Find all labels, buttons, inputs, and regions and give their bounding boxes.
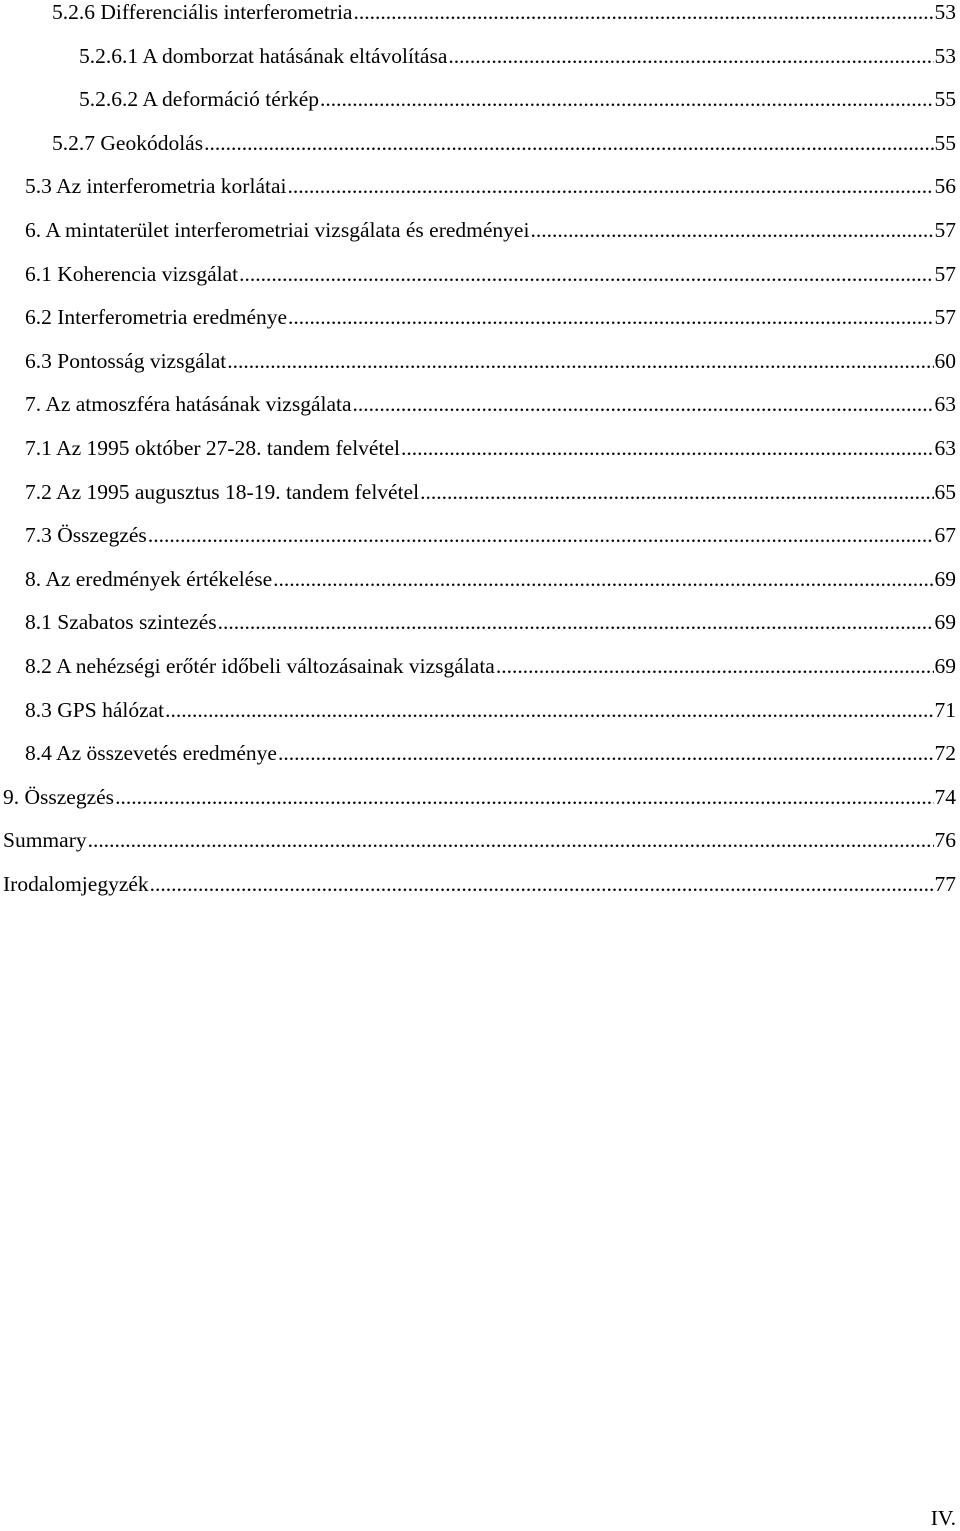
toc-entry-title: Summary — [3, 828, 87, 853]
toc-entry-title: 6.3 Pontosság vizsgálat — [25, 348, 227, 373]
toc-entry[interactable] — [0, 165, 956, 209]
toc-entry[interactable] — [0, 776, 956, 820]
toc-entry[interactable] — [0, 209, 956, 253]
toc-entry-page: 63 — [934, 392, 956, 417]
toc-dot-leader — [204, 122, 933, 166]
toc-dot-leader — [401, 427, 934, 471]
toc-dot-leader — [150, 863, 934, 907]
toc-dot-leader — [530, 209, 933, 253]
toc-entry-page: 77 — [934, 871, 956, 896]
toc-entry-title: 6.2 Interferometria eredménye — [25, 305, 288, 330]
toc-entry-page: 74 — [934, 784, 956, 809]
toc-entry[interactable] — [0, 558, 956, 602]
toc-entry[interactable] — [0, 253, 956, 297]
toc-dot-leader — [273, 558, 933, 602]
toc-entry-title: 8. Az eredmények értékelése — [25, 566, 273, 591]
toc-entry-title: 5.3 Az interferometria korlátai — [25, 174, 287, 199]
toc-entry-title: 6. A mintaterület interferometriai vizsgálata és eredményei — [25, 217, 530, 242]
toc-dot-leader — [278, 732, 934, 776]
toc-dot-leader — [218, 601, 934, 645]
toc-dot-leader — [420, 471, 933, 515]
toc-entry-title: 5.2.6 Differenciális interferometria — [52, 0, 353, 24]
toc-entry-title: 8.4 Az összevetés eredménye — [25, 741, 277, 766]
toc-entry-page: 57 — [934, 217, 956, 242]
toc-dot-leader — [288, 296, 933, 340]
toc-entry[interactable] — [0, 383, 956, 427]
toc-entry-page: 57 — [934, 261, 956, 286]
toc-entry-page: 53 — [934, 0, 956, 24]
toc-entry[interactable] — [0, 122, 956, 166]
toc-entry[interactable] — [0, 78, 956, 122]
toc-entry[interactable] — [0, 645, 956, 689]
toc-entry-page: 72 — [934, 741, 956, 766]
toc-entry[interactable] — [0, 863, 956, 907]
toc-entry-title: Irodalomjegyzék — [3, 871, 149, 896]
toc-entry-title: 7.2 Az 1995 augusztus 18-19. tandem felvétel — [25, 479, 420, 504]
toc-entry[interactable] — [0, 471, 956, 515]
toc-entry-page: 69 — [934, 566, 956, 591]
toc-entry[interactable] — [0, 340, 956, 384]
toc-entry-title: 6.1 Koherencia vizsgálat — [25, 261, 239, 286]
toc-dot-leader — [353, 0, 933, 35]
toc-entry-title: 8.1 Szabatos szintezés — [25, 610, 217, 635]
toc-entry[interactable] — [0, 514, 956, 558]
toc-entry-page: 55 — [934, 87, 956, 112]
toc-entry-page: 63 — [934, 435, 956, 460]
toc-entry[interactable] — [0, 427, 956, 471]
toc-entry-page: 69 — [934, 653, 956, 678]
toc-entry-title: 8.3 GPS hálózat — [25, 697, 165, 722]
toc-entry-title: 5.2.7 Geokódolás — [52, 130, 204, 155]
toc-entry-page: 55 — [934, 130, 956, 155]
toc-dot-leader — [448, 35, 933, 79]
toc-entry[interactable] — [0, 35, 956, 79]
toc-entry[interactable] — [0, 689, 956, 733]
toc-dot-leader — [353, 383, 934, 427]
toc-entry-page: 57 — [934, 305, 956, 330]
toc-entry[interactable] — [0, 0, 956, 35]
toc-entry[interactable] — [0, 601, 956, 645]
toc-entry-page: 76 — [934, 828, 956, 853]
toc-entry[interactable] — [0, 819, 956, 863]
toc-entry[interactable] — [0, 732, 956, 776]
toc-entry-title: 7.1 Az 1995 október 27-28. tandem felvétel — [25, 435, 400, 460]
toc-entry-title: 9. Összegzés — [3, 784, 115, 809]
toc-dot-leader — [287, 165, 933, 209]
toc-entry-page: 67 — [934, 523, 956, 548]
toc-dot-leader — [148, 514, 934, 558]
toc-dot-leader — [227, 340, 933, 384]
toc-entry-page: 53 — [934, 43, 956, 68]
toc-entry-page: 65 — [934, 479, 956, 504]
toc-dot-leader — [88, 819, 934, 863]
toc-dot-leader — [320, 78, 933, 122]
toc-entry-title: 8.2 A nehézségi erőtér időbeli változásainak vizsgálata — [25, 653, 495, 678]
toc-entry-page: 69 — [934, 610, 956, 635]
toc-dot-leader — [496, 645, 934, 689]
toc-entry-page: 60 — [934, 348, 956, 373]
toc-dot-leader — [165, 689, 933, 733]
toc-dot-leader — [115, 776, 933, 820]
toc-entry-title: 7.3 Összegzés — [25, 523, 147, 548]
toc-entry-page: 71 — [934, 697, 956, 722]
toc-entry-title: 7. Az atmoszféra hatásának vizsgálata — [25, 392, 352, 417]
page-number: IV. — [930, 1506, 956, 1530]
toc-entry-page: 56 — [934, 174, 956, 199]
toc-dot-leader — [239, 253, 933, 297]
toc-entry-title: 5.2.6.1 A domborzat hatásának eltávolítása — [79, 43, 448, 68]
toc-entry[interactable] — [0, 296, 956, 340]
toc-entry-title: 5.2.6.2 A deformáció térkép — [79, 87, 320, 112]
